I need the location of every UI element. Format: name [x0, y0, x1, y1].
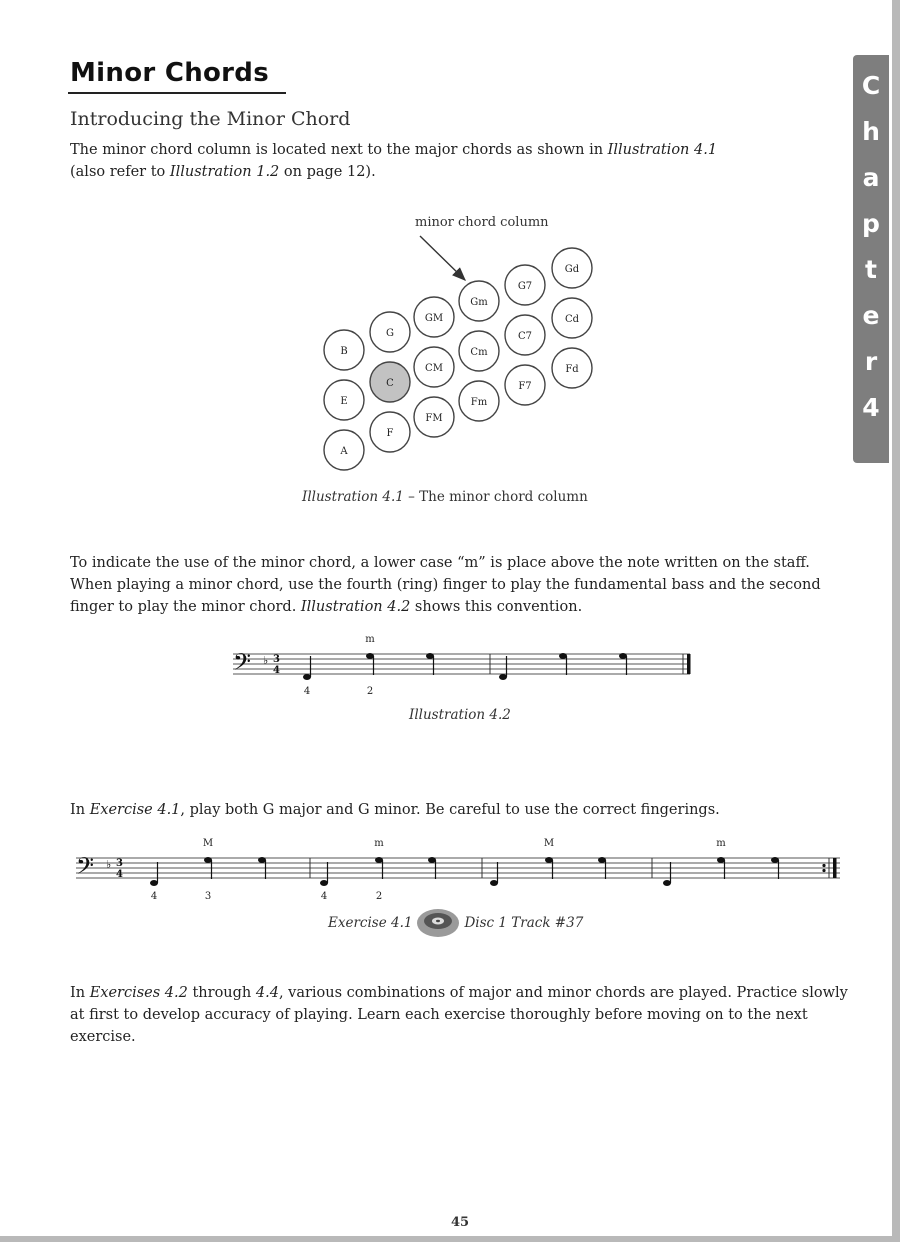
chapter-tab: [853, 55, 889, 463]
chord-mark-minor: m: [716, 838, 726, 849]
caption-text: Illustration 4.2: [409, 707, 511, 723]
diminished-chord-button: [552, 298, 592, 338]
seventh-chord-button: [505, 365, 545, 405]
svg-text:Cm: Cm: [470, 347, 488, 358]
convention-text: To indicate the use of the minor chord, a lower case “m” is place above the note written on the staff. When playing a minor chord, use the fourth (ring) finger to play the fundamental bass and the second finger to play the minor chord.: [70, 555, 821, 615]
exercise-intro-paragraph: [70, 799, 850, 821]
note-bass: [499, 656, 507, 680]
exercise-4-1-caption: [328, 908, 583, 938]
seventh-chord-button: [505, 315, 545, 355]
svg-text:GM: GM: [424, 313, 444, 324]
note-bass: [663, 862, 671, 886]
closing-text: , various combinations of major and minor chords are played. Practice slowly at first to develop accuracy of playing. Learn each exercise thoroughly before moving on to the next exercise.: [70, 985, 848, 1045]
chord-mark-minor: m: [365, 634, 375, 645]
page-title: Minor Chords: [70, 58, 269, 88]
major-chord-button: [414, 297, 454, 337]
chapter-tab-letter: p: [862, 209, 880, 238]
svg-text:F: F: [386, 428, 394, 439]
staff-lines: [76, 858, 840, 878]
intro-paragraph: [70, 139, 850, 183]
fingering-number: 4: [150, 891, 158, 902]
chapter-tab-letter: h: [862, 117, 880, 146]
flat-sign-icon: ♭: [106, 858, 112, 871]
fingering-number: 3: [204, 891, 212, 902]
intro-text: The minor chord column is located next to the major chords as shown in: [70, 142, 608, 158]
callout-label: minor chord column: [415, 215, 549, 230]
bass-button: [370, 412, 410, 452]
fingering-number: 2: [375, 891, 383, 902]
repeat-dot: [822, 869, 825, 872]
closing-text: In: [70, 985, 90, 1001]
chapter-tab-letter: C: [861, 71, 881, 100]
time-signature-top: 3: [116, 858, 123, 869]
chapter-tab-letter: t: [865, 255, 877, 284]
chapter-tab-letter: r: [864, 347, 878, 376]
fingering-number: 4: [320, 891, 328, 902]
closing-text: through: [187, 985, 256, 1001]
svg-text:FM: FM: [425, 413, 443, 424]
time-signature-bottom: 4: [116, 869, 123, 880]
section-subtitle: Introducing the Minor Chord: [70, 108, 351, 130]
svg-text:G: G: [386, 328, 394, 339]
fingering-number: 4: [303, 686, 311, 697]
caption-ref: Illustration 4.1: [302, 489, 404, 505]
audio-cd-icon: [416, 908, 460, 938]
time-signature-bottom: 4: [273, 665, 280, 676]
flat-sign-icon: ♭: [263, 654, 269, 667]
intro-text: on page 12).: [279, 164, 376, 180]
svg-text:Fm: Fm: [470, 397, 488, 408]
closing-ref: 4.4: [255, 985, 279, 1001]
exercise-intro-text: , play both G major and G minor. Be careful to use the correct fingerings.: [180, 802, 720, 818]
chord-mark-major: M: [202, 838, 214, 849]
svg-text:Gd: Gd: [564, 264, 580, 275]
caption-text: – The minor chord column: [403, 489, 588, 505]
note-bass: [490, 862, 498, 886]
note-bass: [320, 862, 328, 886]
exercise-intro-ref: Exercise 4.1: [89, 802, 181, 818]
final-barline-thick: [687, 654, 691, 674]
svg-text:CM: CM: [425, 363, 443, 374]
major-chord-button: [414, 347, 454, 387]
intro-ref-illustration: Illustration 1.2: [169, 164, 280, 180]
diminished-chord-button: [552, 248, 592, 288]
illustration-4-1-diagram: [300, 200, 620, 480]
page-edge-right: [892, 0, 900, 1242]
intro-text: (also refer to: [70, 164, 170, 180]
illustration-4-2-caption: [409, 707, 511, 723]
convention-text: shows this convention.: [410, 599, 583, 615]
chord-mark-minor: m: [374, 838, 384, 849]
minor-chord-button: [459, 331, 499, 371]
callout-arrow: [420, 236, 465, 280]
diminished-chord-button: [552, 348, 592, 388]
page-number: 45: [450, 1215, 470, 1230]
illustration-4-1-caption: [302, 489, 588, 505]
bass-button: [370, 312, 410, 352]
svg-text:A: A: [340, 446, 348, 457]
seventh-chord-button: [505, 265, 545, 305]
bass-clef-icon: 𝄢: [76, 852, 95, 885]
minor-chord-button: [459, 381, 499, 421]
svg-text:C7: C7: [517, 331, 533, 342]
chapter-tab-number: 4: [862, 393, 880, 422]
repeat-dot: [822, 864, 825, 867]
closing-ref: Exercises 4.2: [89, 985, 188, 1001]
chapter-tab-letter: e: [862, 301, 880, 330]
page-edge-bottom: [0, 1236, 900, 1242]
svg-text:G7: G7: [517, 281, 533, 292]
fingering-number: 2: [366, 686, 374, 697]
svg-text:E: E: [340, 396, 348, 407]
exercise-4-1-staff: [70, 834, 850, 908]
illustration-4-2-staff: [225, 628, 705, 704]
chapter-tab-letter: a: [862, 163, 880, 192]
convention-paragraph: [70, 552, 850, 618]
intro-ref-illustration: Illustration 4.1: [607, 142, 718, 158]
title-underline: [68, 92, 286, 94]
chord-mark-major: M: [543, 838, 555, 849]
bass-button: [324, 330, 364, 370]
svg-text:B: B: [340, 346, 348, 357]
exercise-intro-text: In: [70, 802, 90, 818]
svg-text:F7: F7: [518, 381, 532, 392]
bass-button-highlighted: [370, 362, 410, 402]
caption-exercise: Exercise 4.1: [328, 915, 413, 931]
major-chord-button: [414, 397, 454, 437]
note-bass: [150, 862, 158, 886]
closing-paragraph: [70, 982, 850, 1048]
svg-text:C: C: [386, 378, 394, 389]
minor-chord-button: [459, 281, 499, 321]
svg-text:Gm: Gm: [470, 297, 488, 308]
svg-text:Cd: Cd: [564, 314, 580, 325]
time-signature-top: 3: [273, 654, 280, 665]
note-bass: [303, 656, 311, 680]
final-barline-thick: [833, 858, 837, 878]
svg-text:Fd: Fd: [565, 364, 579, 375]
bass-button: [324, 380, 364, 420]
bass-clef-icon: 𝄢: [233, 648, 252, 681]
bass-button: [324, 430, 364, 470]
convention-ref: Illustration 4.2: [300, 599, 411, 615]
caption-track: Disc 1 Track #37: [464, 915, 584, 931]
